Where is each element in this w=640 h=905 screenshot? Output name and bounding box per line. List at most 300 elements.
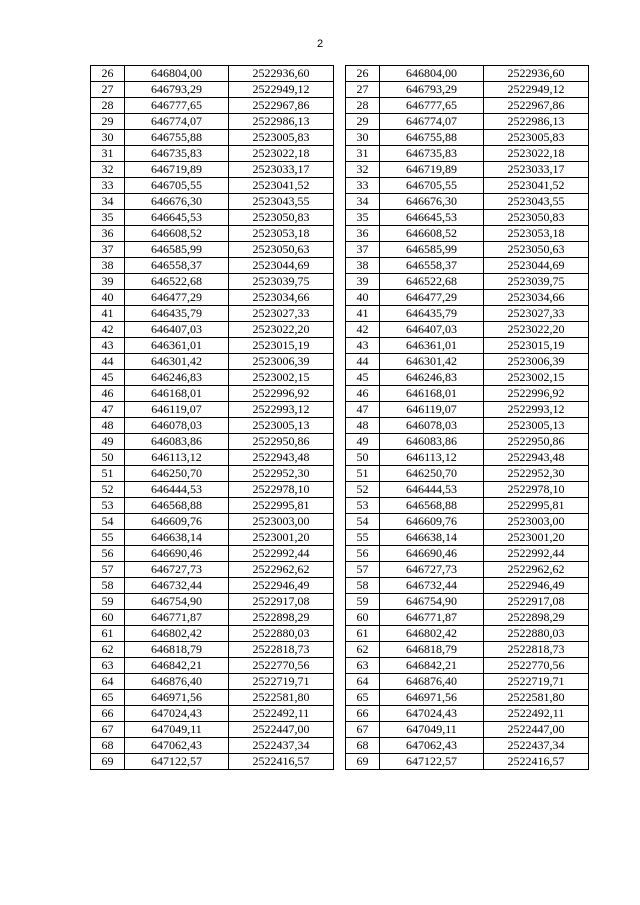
- y-coordinate-cell: 2522950,86: [229, 434, 334, 450]
- x-coordinate-cell: 647024,43: [125, 706, 229, 722]
- coordinates-table-left: [90, 65, 334, 770]
- point-number-cell: 59: [91, 594, 125, 610]
- table-row: [91, 146, 334, 162]
- table-row: [91, 498, 334, 514]
- y-coordinate-cell: 2522943,48: [229, 450, 334, 466]
- y-coordinate-cell: 2523034,66: [484, 290, 589, 306]
- point-number-cell: 66: [346, 706, 380, 722]
- point-number-cell: 56: [346, 546, 380, 562]
- point-number-cell: 42: [91, 322, 125, 338]
- x-coordinate-cell: 646361,01: [125, 338, 229, 354]
- y-coordinate-cell: 2522946,49: [229, 578, 334, 594]
- y-coordinate-cell: 2523044,69: [484, 258, 589, 274]
- table-row: [346, 754, 589, 770]
- table-row: [91, 306, 334, 322]
- x-coordinate-cell: 646522,68: [380, 274, 484, 290]
- table-row: [91, 530, 334, 546]
- point-number-cell: 46: [91, 386, 125, 402]
- y-coordinate-cell: 2522949,12: [484, 82, 589, 98]
- point-number-cell: 63: [346, 658, 380, 674]
- x-coordinate-cell: 646477,29: [125, 290, 229, 306]
- table-row: [91, 98, 334, 114]
- x-coordinate-cell: 646301,42: [125, 354, 229, 370]
- y-coordinate-cell: 2522898,29: [484, 610, 589, 626]
- x-coordinate-cell: 646585,99: [380, 242, 484, 258]
- table-row: [346, 466, 589, 482]
- point-number-cell: 55: [91, 530, 125, 546]
- table-row: [91, 722, 334, 738]
- point-number-cell: 41: [346, 306, 380, 322]
- table-row: [91, 466, 334, 482]
- point-number-cell: 39: [346, 274, 380, 290]
- point-number-cell: 67: [91, 722, 125, 738]
- table-row: [91, 674, 334, 690]
- table-row: [91, 434, 334, 450]
- point-number-cell: 49: [91, 434, 125, 450]
- x-coordinate-cell: 646842,21: [125, 658, 229, 674]
- table-row: [346, 674, 589, 690]
- point-number-cell: 28: [91, 98, 125, 114]
- x-coordinate-cell: 646558,37: [380, 258, 484, 274]
- y-coordinate-cell: 2523005,83: [484, 130, 589, 146]
- x-coordinate-cell: 646774,07: [380, 114, 484, 130]
- point-number-cell: 65: [346, 690, 380, 706]
- y-coordinate-cell: 2523005,13: [229, 418, 334, 434]
- y-coordinate-cell: 2522952,30: [229, 466, 334, 482]
- table-row: [91, 178, 334, 194]
- point-number-cell: 57: [346, 562, 380, 578]
- y-coordinate-cell: 2522950,86: [484, 434, 589, 450]
- x-coordinate-cell: 646755,88: [380, 130, 484, 146]
- point-number-cell: 53: [91, 498, 125, 514]
- y-coordinate-cell: 2523033,17: [229, 162, 334, 178]
- x-coordinate-cell: 646568,88: [380, 498, 484, 514]
- y-coordinate-cell: 2523027,33: [229, 306, 334, 322]
- x-coordinate-cell: 646774,07: [125, 114, 229, 130]
- y-coordinate-cell: 2522996,92: [229, 386, 334, 402]
- x-coordinate-cell: 646113,12: [125, 450, 229, 466]
- x-coordinate-cell: 646078,03: [125, 418, 229, 434]
- y-coordinate-cell: 2522447,00: [229, 722, 334, 738]
- y-coordinate-cell: 2523050,83: [484, 210, 589, 226]
- x-coordinate-cell: 646676,30: [380, 194, 484, 210]
- x-coordinate-cell: 646804,00: [125, 66, 229, 82]
- x-coordinate-cell: 646609,76: [380, 514, 484, 530]
- x-coordinate-cell: 646444,53: [125, 482, 229, 498]
- table-row: [346, 514, 589, 530]
- table-row: [346, 194, 589, 210]
- point-number-cell: 50: [346, 450, 380, 466]
- x-coordinate-cell: 646435,79: [125, 306, 229, 322]
- x-coordinate-cell: 646727,73: [125, 562, 229, 578]
- x-coordinate-cell: 646755,88: [125, 130, 229, 146]
- table-row: [91, 610, 334, 626]
- point-number-cell: 47: [91, 402, 125, 418]
- table-row: [91, 226, 334, 242]
- point-number-cell: 42: [346, 322, 380, 338]
- y-coordinate-cell: 2522986,13: [229, 114, 334, 130]
- table-row: [91, 642, 334, 658]
- x-coordinate-cell: 646842,21: [380, 658, 484, 674]
- table-row: [346, 162, 589, 178]
- table-row: [346, 690, 589, 706]
- table-row: [91, 322, 334, 338]
- table-row: [346, 626, 589, 642]
- point-number-cell: 60: [346, 610, 380, 626]
- point-number-cell: 49: [346, 434, 380, 450]
- table-row: [91, 242, 334, 258]
- point-number-cell: 41: [91, 306, 125, 322]
- point-number-cell: 59: [346, 594, 380, 610]
- table-row: [91, 274, 334, 290]
- point-number-cell: 36: [346, 226, 380, 242]
- x-coordinate-cell: 646083,86: [380, 434, 484, 450]
- table-row: [91, 338, 334, 354]
- table-row: [91, 578, 334, 594]
- y-coordinate-cell: 2523001,20: [229, 530, 334, 546]
- point-number-cell: 43: [91, 338, 125, 354]
- table-row: [91, 418, 334, 434]
- point-number-cell: 61: [346, 626, 380, 642]
- table-row: [346, 610, 589, 626]
- point-number-cell: 39: [91, 274, 125, 290]
- table-row: [91, 658, 334, 674]
- x-coordinate-cell: 646168,01: [125, 386, 229, 402]
- point-number-cell: 34: [346, 194, 380, 210]
- x-coordinate-cell: 646250,70: [125, 466, 229, 482]
- y-coordinate-cell: 2523022,20: [484, 322, 589, 338]
- y-coordinate-cell: 2522946,49: [484, 578, 589, 594]
- x-coordinate-cell: 646804,00: [380, 66, 484, 82]
- table-row: [91, 210, 334, 226]
- table-row: [346, 322, 589, 338]
- y-coordinate-cell: 2523053,18: [229, 226, 334, 242]
- point-number-cell: 35: [91, 210, 125, 226]
- y-coordinate-cell: 2522719,71: [484, 674, 589, 690]
- y-coordinate-cell: 2523053,18: [484, 226, 589, 242]
- point-number-cell: 60: [91, 610, 125, 626]
- table-row: [91, 738, 334, 754]
- point-number-cell: 44: [91, 354, 125, 370]
- x-coordinate-cell: 646246,83: [125, 370, 229, 386]
- coordinates-table-right-body: [346, 66, 589, 770]
- table-row: [346, 82, 589, 98]
- table-row: [346, 658, 589, 674]
- x-coordinate-cell: 646645,53: [125, 210, 229, 226]
- table-row: [91, 162, 334, 178]
- x-coordinate-cell: 646777,65: [380, 98, 484, 114]
- y-coordinate-cell: 2523034,66: [229, 290, 334, 306]
- table-row: [91, 402, 334, 418]
- y-coordinate-cell: 2523050,63: [229, 242, 334, 258]
- point-number-cell: 58: [346, 578, 380, 594]
- y-coordinate-cell: 2523041,52: [484, 178, 589, 194]
- x-coordinate-cell: 646522,68: [125, 274, 229, 290]
- point-number-cell: 51: [346, 466, 380, 482]
- x-coordinate-cell: 646690,46: [125, 546, 229, 562]
- x-coordinate-cell: 646802,42: [125, 626, 229, 642]
- x-coordinate-cell: 647122,57: [380, 754, 484, 770]
- point-number-cell: 34: [91, 194, 125, 210]
- point-number-cell: 40: [91, 290, 125, 306]
- y-coordinate-cell: 2523001,20: [484, 530, 589, 546]
- point-number-cell: 36: [91, 226, 125, 242]
- point-number-cell: 63: [91, 658, 125, 674]
- x-coordinate-cell: 646793,29: [125, 82, 229, 98]
- point-number-cell: 50: [91, 450, 125, 466]
- y-coordinate-cell: 2522917,08: [229, 594, 334, 610]
- x-coordinate-cell: 646407,03: [125, 322, 229, 338]
- table-row: [346, 498, 589, 514]
- y-coordinate-cell: 2523041,52: [229, 178, 334, 194]
- x-coordinate-cell: 646876,40: [380, 674, 484, 690]
- point-number-cell: 31: [346, 146, 380, 162]
- table-row: [346, 226, 589, 242]
- table-row: [91, 82, 334, 98]
- table-row: [346, 66, 589, 82]
- table-row: [91, 690, 334, 706]
- x-coordinate-cell: 646771,87: [125, 610, 229, 626]
- y-coordinate-cell: 2522437,34: [484, 738, 589, 754]
- point-number-cell: 57: [91, 562, 125, 578]
- y-coordinate-cell: 2522949,12: [229, 82, 334, 98]
- point-number-cell: 58: [91, 578, 125, 594]
- y-coordinate-cell: 2522952,30: [484, 466, 589, 482]
- table-row: [91, 290, 334, 306]
- point-number-cell: 32: [91, 162, 125, 178]
- y-coordinate-cell: 2522898,29: [229, 610, 334, 626]
- point-number-cell: 35: [346, 210, 380, 226]
- table-row: [346, 738, 589, 754]
- y-coordinate-cell: 2522986,13: [484, 114, 589, 130]
- point-number-cell: 46: [346, 386, 380, 402]
- table-row: [91, 66, 334, 82]
- point-number-cell: 52: [91, 482, 125, 498]
- y-coordinate-cell: 2523015,19: [484, 338, 589, 354]
- y-coordinate-cell: 2523005,13: [484, 418, 589, 434]
- point-number-cell: 30: [91, 130, 125, 146]
- y-coordinate-cell: 2522992,44: [484, 546, 589, 562]
- x-coordinate-cell: 646168,01: [380, 386, 484, 402]
- x-coordinate-cell: 646793,29: [380, 82, 484, 98]
- y-coordinate-cell: 2523022,18: [229, 146, 334, 162]
- table-row: [346, 274, 589, 290]
- table-row: [346, 354, 589, 370]
- point-number-cell: 47: [346, 402, 380, 418]
- point-number-cell: 54: [91, 514, 125, 530]
- table-row: [91, 482, 334, 498]
- point-number-cell: 55: [346, 530, 380, 546]
- x-coordinate-cell: 646735,83: [125, 146, 229, 162]
- point-number-cell: 52: [346, 482, 380, 498]
- y-coordinate-cell: 2522993,12: [229, 402, 334, 418]
- x-coordinate-cell: 646719,89: [125, 162, 229, 178]
- table-row: [91, 354, 334, 370]
- point-number-cell: 68: [346, 738, 380, 754]
- y-coordinate-cell: 2522437,34: [229, 738, 334, 754]
- table-row: [91, 450, 334, 466]
- y-coordinate-cell: 2522992,44: [229, 546, 334, 562]
- x-coordinate-cell: 647122,57: [125, 754, 229, 770]
- point-number-cell: 64: [91, 674, 125, 690]
- x-coordinate-cell: 646585,99: [125, 242, 229, 258]
- point-number-cell: 61: [91, 626, 125, 642]
- y-coordinate-cell: 2522880,03: [229, 626, 334, 642]
- x-coordinate-cell: 646732,44: [125, 578, 229, 594]
- coordinates-table-left-body: [91, 66, 334, 770]
- table-row: [346, 482, 589, 498]
- point-number-cell: 38: [346, 258, 380, 274]
- x-coordinate-cell: 646078,03: [380, 418, 484, 434]
- y-coordinate-cell: 2522880,03: [484, 626, 589, 642]
- point-number-cell: 68: [91, 738, 125, 754]
- table-row: [91, 370, 334, 386]
- table-row: [91, 626, 334, 642]
- x-coordinate-cell: 646777,65: [125, 98, 229, 114]
- table-row: [346, 290, 589, 306]
- x-coordinate-cell: 646771,87: [380, 610, 484, 626]
- point-number-cell: 37: [91, 242, 125, 258]
- point-number-cell: 64: [346, 674, 380, 690]
- x-coordinate-cell: 646818,79: [380, 642, 484, 658]
- table-row: [346, 178, 589, 194]
- x-coordinate-cell: 646638,14: [125, 530, 229, 546]
- x-coordinate-cell: 646119,07: [380, 402, 484, 418]
- x-coordinate-cell: 646435,79: [380, 306, 484, 322]
- table-row: [346, 562, 589, 578]
- table-row: [346, 210, 589, 226]
- table-row: [346, 434, 589, 450]
- table-row: [346, 98, 589, 114]
- point-number-cell: 32: [346, 162, 380, 178]
- point-number-cell: 29: [91, 114, 125, 130]
- point-number-cell: 27: [346, 82, 380, 98]
- x-coordinate-cell: 646971,56: [380, 690, 484, 706]
- y-coordinate-cell: 2522416,57: [229, 754, 334, 770]
- point-number-cell: 30: [346, 130, 380, 146]
- table-row: [346, 130, 589, 146]
- x-coordinate-cell: 646407,03: [380, 322, 484, 338]
- table-row: [91, 706, 334, 722]
- x-coordinate-cell: 646444,53: [380, 482, 484, 498]
- point-number-cell: 69: [91, 754, 125, 770]
- y-coordinate-cell: 2522967,86: [229, 98, 334, 114]
- table-row: [346, 578, 589, 594]
- point-number-cell: 48: [346, 418, 380, 434]
- x-coordinate-cell: 646608,52: [380, 226, 484, 242]
- table-row: [346, 530, 589, 546]
- point-number-cell: 29: [346, 114, 380, 130]
- y-coordinate-cell: 2522818,73: [229, 642, 334, 658]
- table-row: [91, 258, 334, 274]
- y-coordinate-cell: 2523033,17: [484, 162, 589, 178]
- y-coordinate-cell: 2522770,56: [229, 658, 334, 674]
- x-coordinate-cell: 646876,40: [125, 674, 229, 690]
- table-row: [91, 546, 334, 562]
- table-row: [346, 386, 589, 402]
- y-coordinate-cell: 2522967,86: [484, 98, 589, 114]
- table-row: [91, 754, 334, 770]
- y-coordinate-cell: 2522581,80: [229, 690, 334, 706]
- x-coordinate-cell: 646301,42: [380, 354, 484, 370]
- table-row: [91, 114, 334, 130]
- point-number-cell: 67: [346, 722, 380, 738]
- table-row: [91, 130, 334, 146]
- y-coordinate-cell: 2522996,92: [484, 386, 589, 402]
- y-coordinate-cell: 2522995,81: [484, 498, 589, 514]
- x-coordinate-cell: 646719,89: [380, 162, 484, 178]
- y-coordinate-cell: 2523039,75: [484, 274, 589, 290]
- y-coordinate-cell: 2522943,48: [484, 450, 589, 466]
- x-coordinate-cell: 646477,29: [380, 290, 484, 306]
- point-number-cell: 27: [91, 82, 125, 98]
- x-coordinate-cell: 646690,46: [380, 546, 484, 562]
- y-coordinate-cell: 2522492,11: [484, 706, 589, 722]
- x-coordinate-cell: 646818,79: [125, 642, 229, 658]
- y-coordinate-cell: 2522978,10: [484, 482, 589, 498]
- x-coordinate-cell: 646113,12: [380, 450, 484, 466]
- x-coordinate-cell: 647062,43: [380, 738, 484, 754]
- table-row: [91, 514, 334, 530]
- point-number-cell: 28: [346, 98, 380, 114]
- point-number-cell: 40: [346, 290, 380, 306]
- point-number-cell: 45: [346, 370, 380, 386]
- point-number-cell: 26: [91, 66, 125, 82]
- point-number-cell: 26: [346, 66, 380, 82]
- table-row: [346, 450, 589, 466]
- y-coordinate-cell: 2523002,15: [229, 370, 334, 386]
- table-row: [346, 706, 589, 722]
- table-row: [346, 146, 589, 162]
- y-coordinate-cell: 2522962,62: [229, 562, 334, 578]
- y-coordinate-cell: 2523003,00: [229, 514, 334, 530]
- point-number-cell: 53: [346, 498, 380, 514]
- x-coordinate-cell: 646705,55: [380, 178, 484, 194]
- table-row: [346, 306, 589, 322]
- y-coordinate-cell: 2523027,33: [484, 306, 589, 322]
- x-coordinate-cell: 646558,37: [125, 258, 229, 274]
- x-coordinate-cell: 646676,30: [125, 194, 229, 210]
- y-coordinate-cell: 2522936,60: [484, 66, 589, 82]
- point-number-cell: 65: [91, 690, 125, 706]
- table-row: [346, 546, 589, 562]
- y-coordinate-cell: 2522995,81: [229, 498, 334, 514]
- table-row: [346, 114, 589, 130]
- y-coordinate-cell: 2522917,08: [484, 594, 589, 610]
- table-row: [346, 370, 589, 386]
- y-coordinate-cell: 2522993,12: [484, 402, 589, 418]
- table-row: [346, 594, 589, 610]
- point-number-cell: 31: [91, 146, 125, 162]
- point-number-cell: 66: [91, 706, 125, 722]
- point-number-cell: 69: [346, 754, 380, 770]
- y-coordinate-cell: 2522581,80: [484, 690, 589, 706]
- y-coordinate-cell: 2522818,73: [484, 642, 589, 658]
- x-coordinate-cell: 646361,01: [380, 338, 484, 354]
- y-coordinate-cell: 2523050,83: [229, 210, 334, 226]
- x-coordinate-cell: 646645,53: [380, 210, 484, 226]
- y-coordinate-cell: 2522416,57: [484, 754, 589, 770]
- y-coordinate-cell: 2523039,75: [229, 274, 334, 290]
- y-coordinate-cell: 2523043,55: [229, 194, 334, 210]
- x-coordinate-cell: 646735,83: [380, 146, 484, 162]
- x-coordinate-cell: 646568,88: [125, 498, 229, 514]
- y-coordinate-cell: 2523006,39: [229, 354, 334, 370]
- x-coordinate-cell: 646638,14: [380, 530, 484, 546]
- table-row: [346, 722, 589, 738]
- table-row: [346, 642, 589, 658]
- point-number-cell: 51: [91, 466, 125, 482]
